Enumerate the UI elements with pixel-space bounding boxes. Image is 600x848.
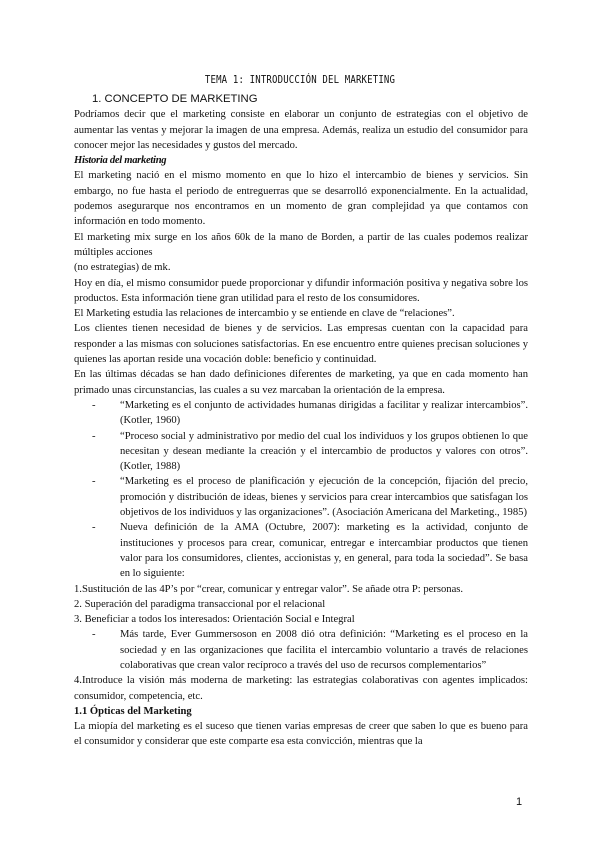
section-heading: 1. CONCEPTO DE MARKETING: [92, 93, 258, 105]
list-item: - Más tarde, Ever Gummersoson en 2008 dió otra definición: “Marketing es el proceso en la sociedad y en las organizaciones que facilita el intercambio voluntario a través de relaciones colaborativas que crean valor recíproco a través del uso de recursos complementarios”: [74, 627, 528, 673]
definitions-list: [74, 398, 528, 582]
paragraph: El marketing mix surge en los años 60k de la mano de Borden, a partir de las cuales podemos realizar múltiples acciones: [74, 231, 528, 258]
numbered-item: 2. Superación del paradigma transaccional por el relacional: [74, 598, 326, 610]
numbered-item: 1.Sustitución de las 4P’s por “crear, comunicar y entregar valor”. Se añade otra P: personas.: [74, 583, 464, 595]
numbered-item: 4.Introduce la visión más moderna de marketing: las estrategias colaborativas con agentes implicados: consumidor, competencia, etc.: [74, 675, 528, 702]
subsection-heading: 1.1 Ópticas del Marketing: [74, 705, 192, 717]
paragraph: La miopía del marketing es el suceso que tienen varias empresas de creer que saben lo que es bueno para el consumidor y considerar que este comparte esa esta convicción, mientras que la: [74, 721, 528, 748]
list-item: - “Proceso social y administrativo por medio del cual los individuos y los grupos obtienen lo que necesitan y desean mediante la creación y el intercambio de productos y valores con otros”. (Kotler, 1988): [74, 429, 528, 475]
list-item: - “Marketing es el conjunto de actividades humanas dirigidas a facilitar y realizar intercambios”. (Kotler, 1960): [74, 398, 528, 429]
paragraph: Los clientes tienen necesidad de bienes y de servicios. Las empresas cuentan con la capacidad para responder a las mismas con soluciones satisfactorias. En ese encuentro entre quienes precisan soluciones y quienes las aportan reside una vocación doble: beneficio y continuidad.: [74, 323, 528, 366]
paragraph: (no estrategias) de mk.: [74, 262, 171, 274]
historia-heading: Historia del marketing: [74, 155, 167, 167]
paragraph: Hoy en día, el mismo consumidor puede proporcionar y difundir información positiva y negativa sobre los productos. Esta información tiene gran utilidad para el resto de los consumidores.: [74, 277, 528, 304]
list-item: - Nueva definición de la AMA (Octubre, 2007): marketing es la actividad, conjunto de instituciones y procesos para crear, comunicar, entregar e intercambiar productos que tienen valor para los consumidores, clientes, accionistas y, en general, para toda la sociedad”. Se basa en lo siguiente:: [74, 520, 528, 581]
paragraph: En las últimas décadas se han dado definiciones diferentes de marketing, ya que en cada momento han primado unas circunstancias, las cuales a su vez marcaban la orientación de la empresa.: [74, 369, 528, 396]
list-item: - “Marketing es el proceso de planificación y ejecución de la concepción, fijación del precio, promoción y distribución de ideas, bienes y servicios para crear intercambios que satisfagan los objetivos de los individuos y las organizaciones”. (Asociación Americana del Marketing., 1985): [74, 474, 528, 520]
numbered-item: 3. Beneficiar a todos los interesados: Orientación Social e Integral: [74, 614, 355, 626]
paragraph: Podríamos decir que el marketing consiste en elaborar un conjunto de estrategias con el objetivo de aumentar las ventas y mejorar la imagen de una empresa. Además, realiza un estudio del consumidor para conocer mejor las necesidades y gustos del mercado.: [74, 109, 528, 151]
document-body: [74, 92, 528, 750]
paragraph: El Marketing estudia las relaciones de intercambio y se entiende en clave de “relaciones”.: [74, 308, 455, 320]
paragraph: El marketing nació en el mismo momento en que lo hizo el intercambio de bienes y servicios. Sin embargo, no fue hasta el periodo de entreguerras que se desarrolló exponencialmente. En la actualidad, podemos asegurarque nos encontramos en un momento de gran complejidad ya que contamos con información en todo momento.: [74, 170, 528, 228]
page-title: TEMA 1: INTRODUCCIÓN DEL MARKETING: [204, 73, 396, 86]
page-number: 1: [516, 796, 523, 808]
gummersoson-list: [74, 627, 528, 673]
